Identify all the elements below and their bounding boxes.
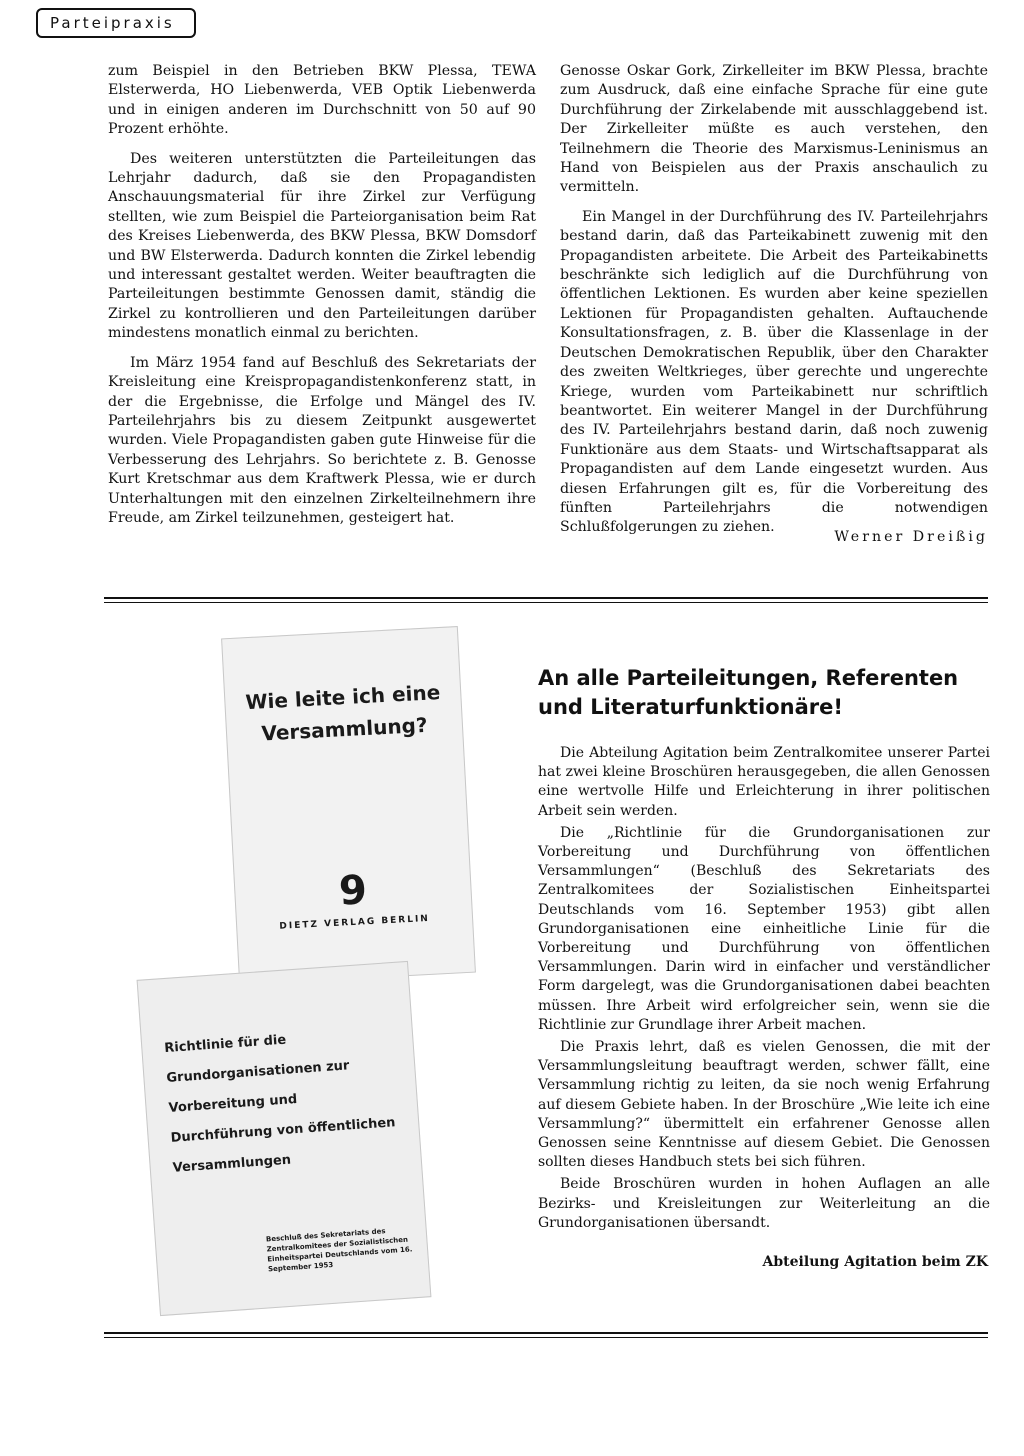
paragraph: Die „Richtlinie für die Grundorganisationen zur Vorbereitung und Durchführung von öffentlichen Versammlungen“ (Beschluß des Sekretariats des Zentralkomitees der Sozialistischen Einheitspartei Deutschlands vom 16. September 1953) gibt allen Grundorganisationen eine einheitliche Linie für die Vorbereitung und Durchführung von öffentlichen Versammlungen. Darin wird in einfacher und verständlicher Form dargelegt, was die Grundorganisationen dabei beachten müssen. Ihre Arbeit wird erfolgreicher sein, wenn sie die Richtlinie zur Grundlage ihrer Arbeit machen. <box>538 824 990 1033</box>
divider-rule <box>104 602 988 603</box>
booklet-cover-richtlinie <box>137 961 432 1316</box>
booklet-subtitle: Beschluß des Sekretariats des Zentralkomitees der Sozialistischen Einheitspartei Deutschlands vom 16. September 1953 <box>265 1227 413 1274</box>
booklet-number: 9 <box>337 867 369 915</box>
paragraph: Die Praxis lehrt, daß es vielen Genossen, die mit der Versammlungsleitung beauftragt werden, schwer fällt, eine Versammlung richtig zu leiten, da sie noch wenig Erfahrung auf diesem Gebiete haben. In der Broschüre „Wie leite ich eine Versammlung?“ übermittelt ein erfahrener Genosse allen Genossen seine Kenntnisse auf diesem Gebiet. Die Genossen sollten dieses Handbuch stets bei sich führen. <box>538 1039 990 1171</box>
announcement-body <box>538 744 990 1236</box>
booklet-title: Wie leite ich eine Versammlung? <box>244 680 441 746</box>
booklet-title: Richtlinie für die Grundorganisationen zur Vorbereitung und Durchführung von öffentlichen Versammlungen <box>163 1032 396 1176</box>
booklet-publisher: DIETZ VERLAG BERLIN <box>279 913 431 932</box>
paragraph: zum Beispiel in den Betrieben BKW Plessa, TEWA Elsterwerda, HO Liebenwerda, VEB Optik Liebenwerda und in einigen anderen im Durchschnitt von 50 auf 90 Prozent erhöhte. <box>108 63 536 138</box>
paragraph: Im März 1954 fand auf Beschluß des Sekretariats der Kreisleitung eine Kreispropagandistenkonferenz statt, in der die Ergebnisse, die Erfolge und Mängel des IV. Parteilehrjahrs bis zu diesem Zeitpunkt ausgewertet wurden. Viele Propagandisten gaben gute Hinweise für die Verbesserung des Lehrjahrs. So berichtete z. B. Genosse Kurt Kretschmar aus dem Kraftwerk Plessa, wie er durch Unterhaltungen mit den einzelnen Zirkelteilnehmern ihre Freude, am Zirkel teilzunehmen, gesteigert hat. <box>108 354 536 526</box>
paragraph: Ein Mangel in der Durchführung des IV. Parteilehrjahrs bestand darin, daß das Parteikabinett zuwenig mit den Propagandisten arbeitete. Die Arbeit des Parteikabinetts beschränkte sich lediglich auf die Durchführung von öffentlichen Lektionen. Es wurden aber keine speziellen Lektionen für Propagandisten gehalten. Auftauchende Konsultationsfragen, z. B. über die Klassenlage in der Deutschen Demokratischen Republik, über den Charakter des zweiten Weltkrieges, über gerechte und ungerechte Kriege, wurden vom Parteikabinett nur schriftlich beantwortet. Ein weiterer Mangel in der Durchführung des IV. Parteilehrjahrs bestand darin, daß noch zuwenig Funktionäre aus dem Staats- und Wirtschaftsapparat als Propagandisten auf dem Lande eingesetzt wurden. Aus diesen Erfahrungen gilt es, für die Vorbereitung des fünften Parteilehrjahrs die notwendigen Schlußfolgerungen zu ziehen. <box>560 208 988 536</box>
booklet-illustration <box>140 610 480 1310</box>
paragraph: Des weiteren unterstützten die Parteileitungen das Lehrjahr dadurch, daß sie den Propagandisten Anschauungsmaterial für ihre Zirkel zur Verfügung stellten, wie zum Beispiel die Parteiorganisation beim Rat des Kreises Liebenwerda, des BKW Plessa, BKW Domsdorf und BW Elsterwerda. Dadurch konnten die Zirkel lebendig und interessant gestaltet werden. Weiter beauftragten die Parteileitungen bestimmte Genossen damit, ständig die Zirkel zu kontrollieren und den Parteileitungen darüber mindestens monatlich einmal zu berichten. <box>108 150 536 342</box>
divider-rule <box>104 1337 988 1338</box>
author-signature: Werner Dreißig <box>834 528 988 545</box>
right-column <box>560 62 988 547</box>
announcement-headline: An alle Parteileitungen, Referenten und Literaturfunktionäre! <box>538 666 959 719</box>
paragraph: Genosse Oskar Gork, Zirkelleiter im BKW Plessa, brachte zum Ausdruck, daß eine einfache Sprache für eine gute Durchführung der Zirkelabende mit ausschlaggebend ist. Der Zirkelleiter müßte es auch verstehen, den Teilnehmern die Theorie des Marxismus-Leninismus an Hand von Beispielen aus der Praxis anschaulich zu vermitteln. <box>560 63 988 196</box>
paragraph: Beide Broschüren wurden in hohen Auflagen an alle Bezirks- und Kreisleitungen zur Weiterleitung an die Grundorganisationen übersandt. <box>538 1176 990 1231</box>
left-column <box>108 62 536 538</box>
paragraph: Die Abteilung Agitation beim Zentralkomitee unserer Partei hat zwei kleine Broschüren herausgegeben, die allen Genossen eine wertvolle Hilfe und Erleichterung in ihrer politischen Arbeit sein werden. <box>538 745 990 819</box>
divider-rule <box>104 1332 988 1334</box>
section-header: Parteipraxis <box>36 8 196 38</box>
announcement-signature: Abteilung Agitation beim ZK <box>762 1254 988 1270</box>
booklet-cover-versammlung <box>221 626 476 985</box>
divider-rule <box>104 597 988 599</box>
